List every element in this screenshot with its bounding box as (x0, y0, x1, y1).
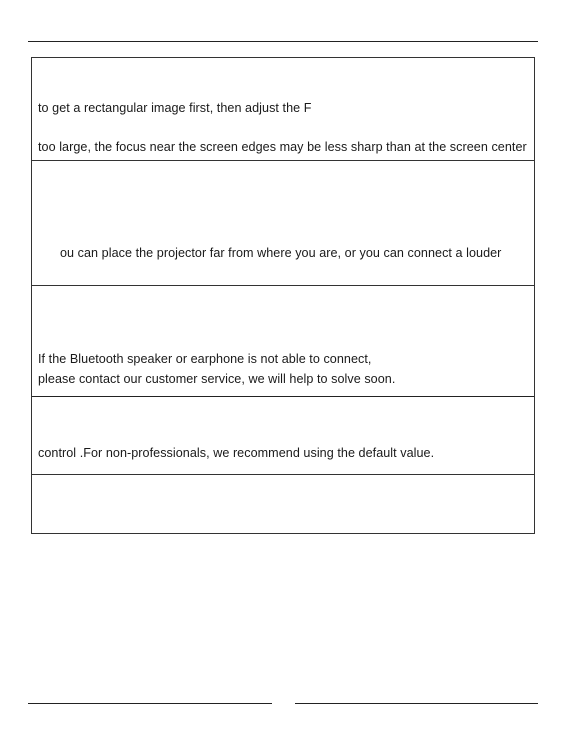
faq-text-line: control .For non-professionals, we recommend using the default value. (38, 446, 435, 460)
header-rule (28, 41, 538, 42)
faq-text-line: too large, the focus near the screen edges may be less sharp than at the screen center (38, 140, 527, 154)
faq-text-line: please contact our customer service, we will help to solve soon. (38, 372, 396, 386)
faq-row-bluetooth (32, 286, 534, 397)
faq-row-settings (32, 397, 534, 475)
faq-row-focus (32, 58, 534, 161)
footer-rule-right (295, 703, 538, 704)
faq-row-empty (32, 475, 534, 533)
footer-rule-left (28, 703, 272, 704)
faq-table (31, 57, 535, 534)
faq-row-sound (32, 161, 534, 286)
faq-text-line: ou can place the projector far from where you are, or you can connect a louder (60, 246, 502, 260)
faq-text-line: to get a rectangular image first, then adjust the F (38, 101, 312, 115)
faq-text-line: If the Bluetooth speaker or earphone is not able to connect, (38, 352, 372, 366)
